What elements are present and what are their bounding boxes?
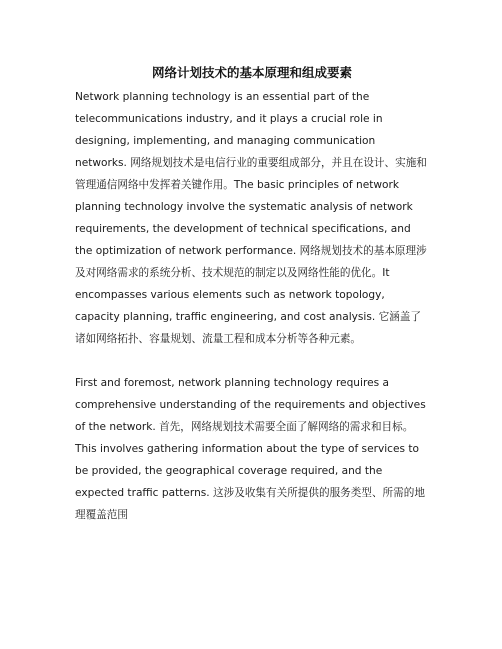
document-page bbox=[75, 64, 429, 526]
paragraph-2: First and foremost, network planning technology requires a comprehensive understanding of the requirements and objectives of the network. 首先，网络规划技术需要全面了解网络的需求和目标。This involves gathering information about the type of services to be provided, the geographical coverage required, and the expected traffic patterns. 这涉及收集有关所提供的服务类型、所需的地理覆盖范围 bbox=[75, 377, 426, 521]
paragraph-1: Network planning technology is an essential part of the telecommunications industry, and it plays a crucial role in designing, implementing, and managing communication networks. 网络规划技术是电信行业的重要组成部分，并且在设计、实施和管理通信网络中发挥着关键作用。The basic principles of network planning technology involve the systematic analysis of network requirements, the development of technical specifications, and the optimization of network performance. 网络规划技术的基本原理涉及对网络需求的系统分析、技术规范的制定以及网络性能的优化。It encompasses various elements such as network topology, capacity planning, traffic engineering, and cost analysis. 它涵盖了诸如网络拓扑、容量规划、流量工程和成本分析等各种元素。 bbox=[75, 91, 427, 345]
document-title: 网络计划技术的基本原理和组成要素 bbox=[151, 65, 352, 80]
